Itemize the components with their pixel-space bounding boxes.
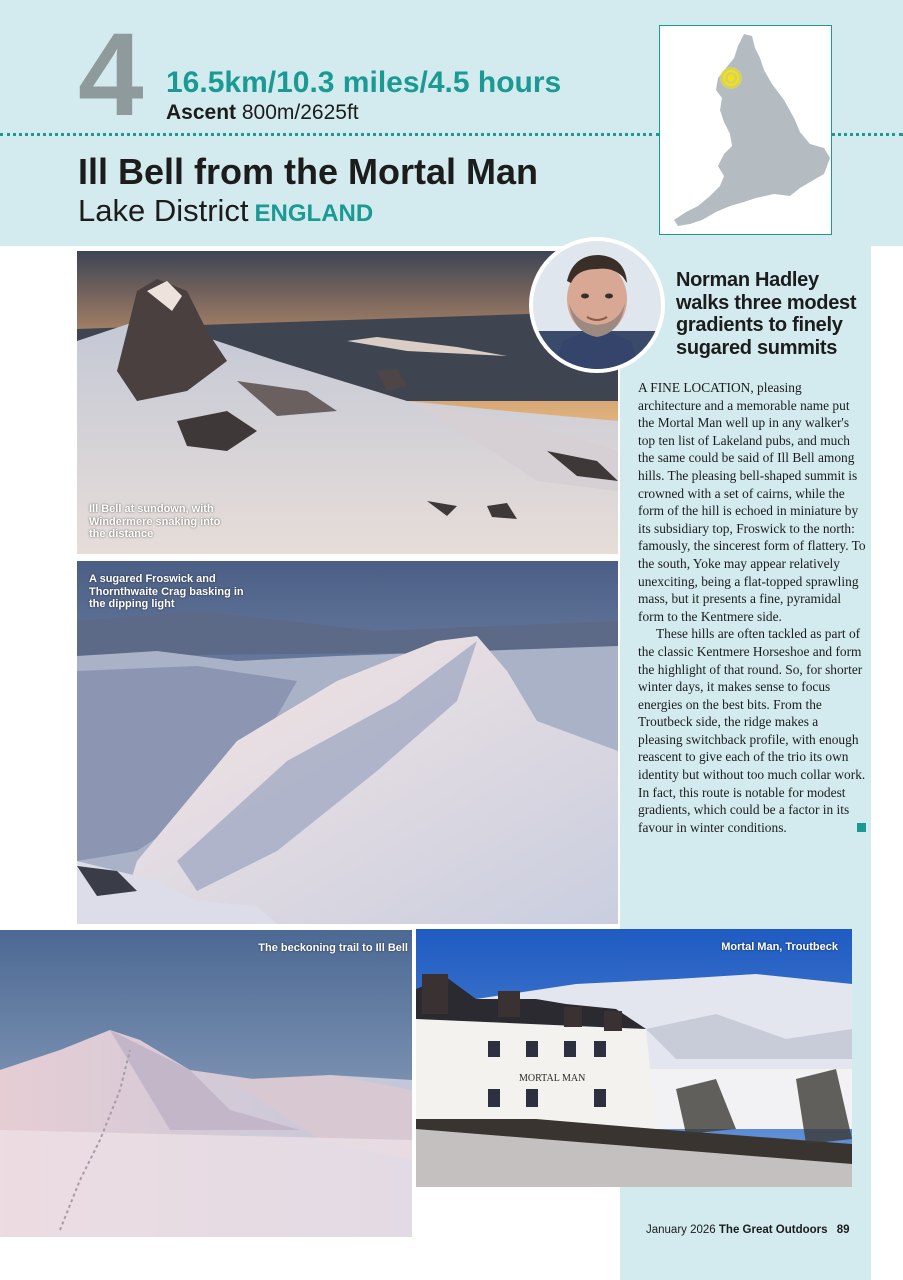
caption-trail: The beckoning trail to Ill Bell (258, 942, 408, 954)
caption-pub: Mortal Man, Troutbeck (721, 941, 838, 953)
caption-froswick: A sugared Froswick and Thornthwaite Crag basking in the dipping light (89, 573, 244, 610)
photo-froswick (77, 561, 618, 924)
photo-trail (0, 930, 412, 1237)
footer-magazine: The Great Outdoors (718, 1224, 828, 1236)
route-number: 4 (78, 9, 142, 141)
article-paragraph-2 (638, 625, 882, 836)
england-map-icon (660, 26, 831, 234)
ascent-value: 800m/2625ft (241, 101, 359, 124)
photo-mortal-man (416, 929, 852, 1187)
route-title: Ill Bell from the Mortal Man (78, 151, 539, 192)
article-standfirst: Norman Hadley walks three modest gradients to finely sugared summits (676, 269, 857, 359)
continue-arrow-icon: ➲ (857, 823, 866, 832)
route-region-line (78, 192, 373, 233)
caption-sundown: Ill Bell at sundown, with Windermere snaking into the distance (89, 503, 221, 540)
locator-map (659, 25, 832, 235)
route-distance-time: 16.5km/10.3 miles/4.5 hours (166, 66, 562, 99)
route-ascent (166, 100, 359, 126)
country-name: ENGLAND (254, 200, 374, 227)
region-name: Lake District (78, 193, 249, 228)
dotted-rule-right (831, 133, 903, 136)
footer-issue: January 2026 (646, 1224, 716, 1236)
ascent-label: Ascent (166, 101, 237, 124)
dotted-rule-left (0, 133, 659, 136)
article-paragraph-2-text: These hills are often tackled as part of the classic Kentmere Horseshoe and form the highlight of that round. So, for shorter winter days, it makes sense to focus energies on the best bits. From the Troutbeck side, the ridge makes a pleasing switchback profile, with enough reascent to give each of the trio its own identity but without too much collar work. In fact, this route is notable for modest gradients, which could be a factor in its favour in winter conditions. (638, 626, 866, 835)
pub-sign-text: MORTAL MAN (519, 1073, 586, 1084)
author-avatar (529, 237, 665, 373)
page-footer (646, 1224, 850, 1236)
article-body (638, 379, 882, 836)
article-paragraph-1: A FINE LOCATION, pleasing architecture and a memorable name put the Mortal Man well up in any walker's top ten list of Lakeland pubs, and much the same could be said of Ill Bell among hills. The pleasing bell-shaped summit is crowned with a set of cairns, while the form of the hill is echoed in miniature by its subsidiary top, Froswick to the north: famously, the sincerest form of flattery. To the south, Yoke may appear relatively unexciting, being a flat-topped sprawling mass, but it presents a fine, pyramidal form to the Kentmere side. (638, 380, 866, 624)
footer-page-number: 89 (836, 1224, 850, 1236)
